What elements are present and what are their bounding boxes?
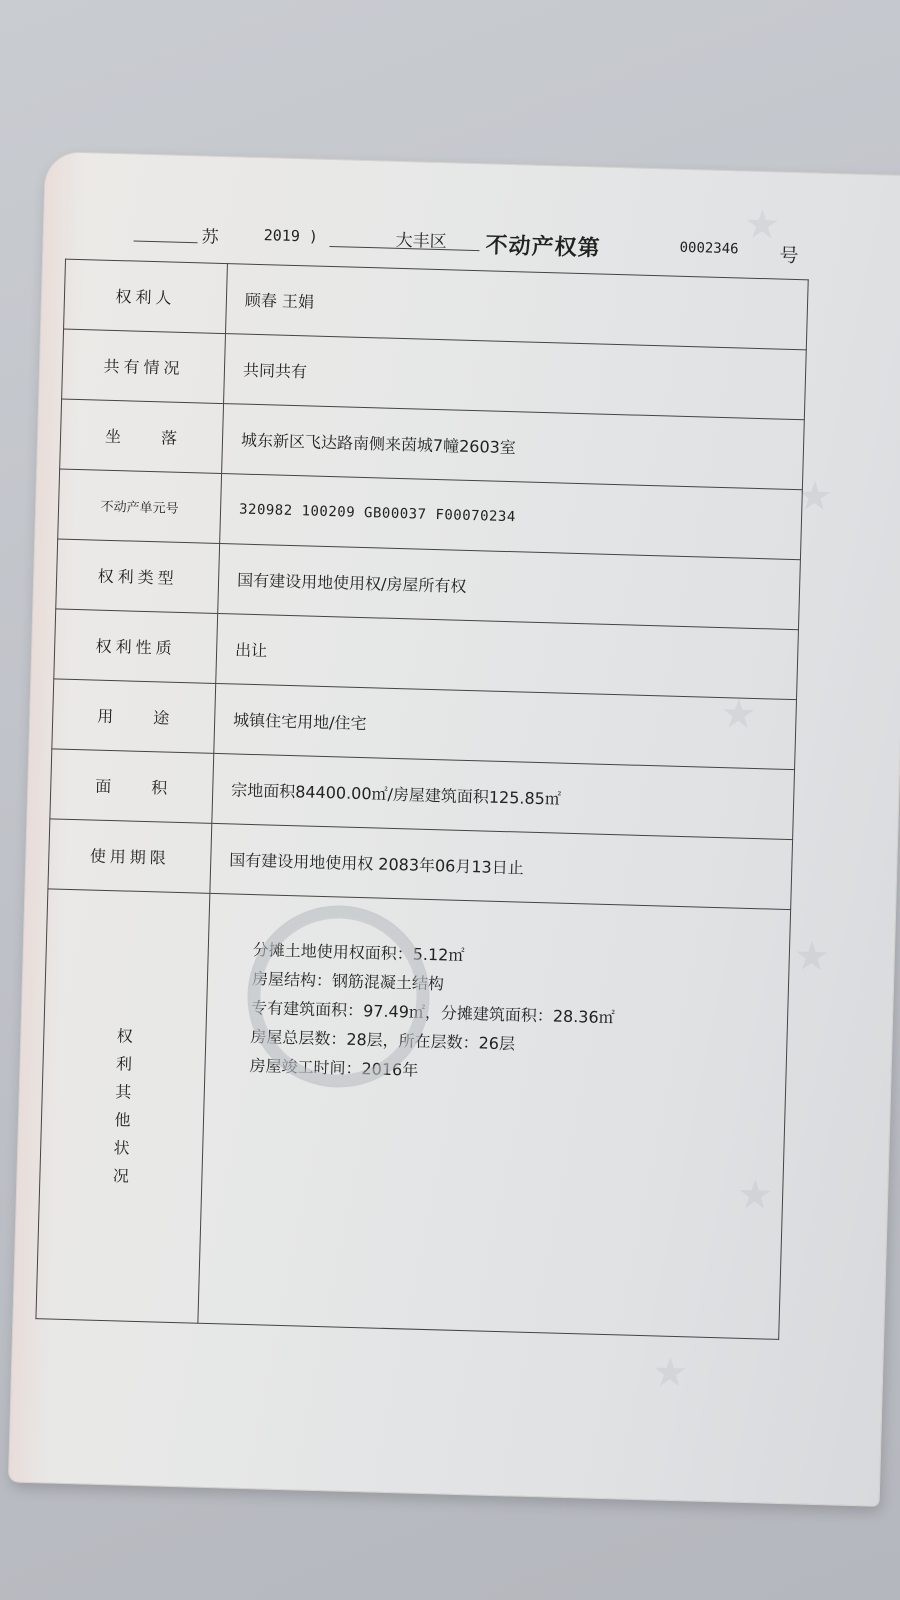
row-label: 使用期限	[48, 819, 212, 893]
star-icon: ★	[743, 201, 781, 249]
row-value: 城东新区飞达路南侧来茵城7幢2603室	[222, 404, 805, 490]
other-status-content	[198, 893, 791, 1339]
table-row	[36, 889, 791, 1340]
other-status-label	[36, 889, 210, 1323]
other-status-line: 分摊土地使用权面积：5.12㎡	[252, 940, 465, 965]
row-value: 国有建设用地使用权 2083年06月13日止	[210, 823, 793, 909]
other-status-line: 房屋结构：钢筋混凝土结构	[251, 969, 445, 994]
district-name: 大丰区	[395, 230, 447, 253]
row-label: 面积	[50, 749, 214, 823]
certificate-year: 2019 )	[263, 226, 319, 246]
vertical-label-char: 利	[115, 1053, 133, 1074]
vertical-label-char: 他	[114, 1109, 131, 1130]
vertical-label-char: 状	[113, 1137, 130, 1158]
vertical-label-text	[41, 1020, 205, 1192]
vertical-label-char: 况	[112, 1165, 130, 1186]
vertical-label-char: 其	[115, 1081, 132, 1102]
row-value: 宗地面积84400.00㎡/房屋建筑面积125.85㎡	[212, 753, 795, 839]
row-value: 出让	[216, 613, 799, 699]
row-label: 权利人	[64, 259, 228, 333]
row-label: 用途	[52, 679, 216, 753]
row-label: 不动产单元号	[58, 469, 222, 543]
number-suffix: 号	[779, 244, 799, 268]
province-prefix: 苏	[201, 227, 219, 248]
other-status-line: 专有建筑面积：97.49㎡，分摊建筑面积：28.36㎡	[250, 998, 615, 1028]
vertical-label-char: 权	[116, 1025, 134, 1046]
certificate-number: 0002346	[679, 239, 739, 258]
star-icon: ★	[651, 1349, 689, 1397]
row-value: 国有建设用地使用权/房屋所有权	[218, 544, 801, 630]
row-label: 坐落	[60, 399, 224, 473]
row-label: 共有情况	[62, 329, 226, 403]
row-value: 共同共有	[224, 334, 807, 420]
row-value: 320982 100209 GB00037 F00070234	[220, 474, 803, 560]
star-icon: ★	[796, 473, 834, 521]
row-value: 顾春 王娟	[225, 264, 808, 350]
blank-line	[134, 240, 198, 243]
row-label: 权利类型	[56, 539, 220, 613]
row-label: 权利性质	[54, 609, 218, 683]
other-status-line: 房屋总层数：28层，所在层数：26层	[250, 1027, 516, 1054]
star-icon: ★	[793, 933, 831, 981]
certificate-title: 不动产权第	[485, 233, 601, 262]
star-icon: ★	[719, 691, 758, 739]
other-status-line: 房屋竣工时间：2016年	[249, 1056, 419, 1080]
certificate-page	[9, 152, 900, 1506]
row-value: 城镇住宅用地/住宅	[214, 683, 797, 769]
star-icon: ★	[736, 1171, 774, 1219]
registration-table	[35, 259, 808, 1340]
